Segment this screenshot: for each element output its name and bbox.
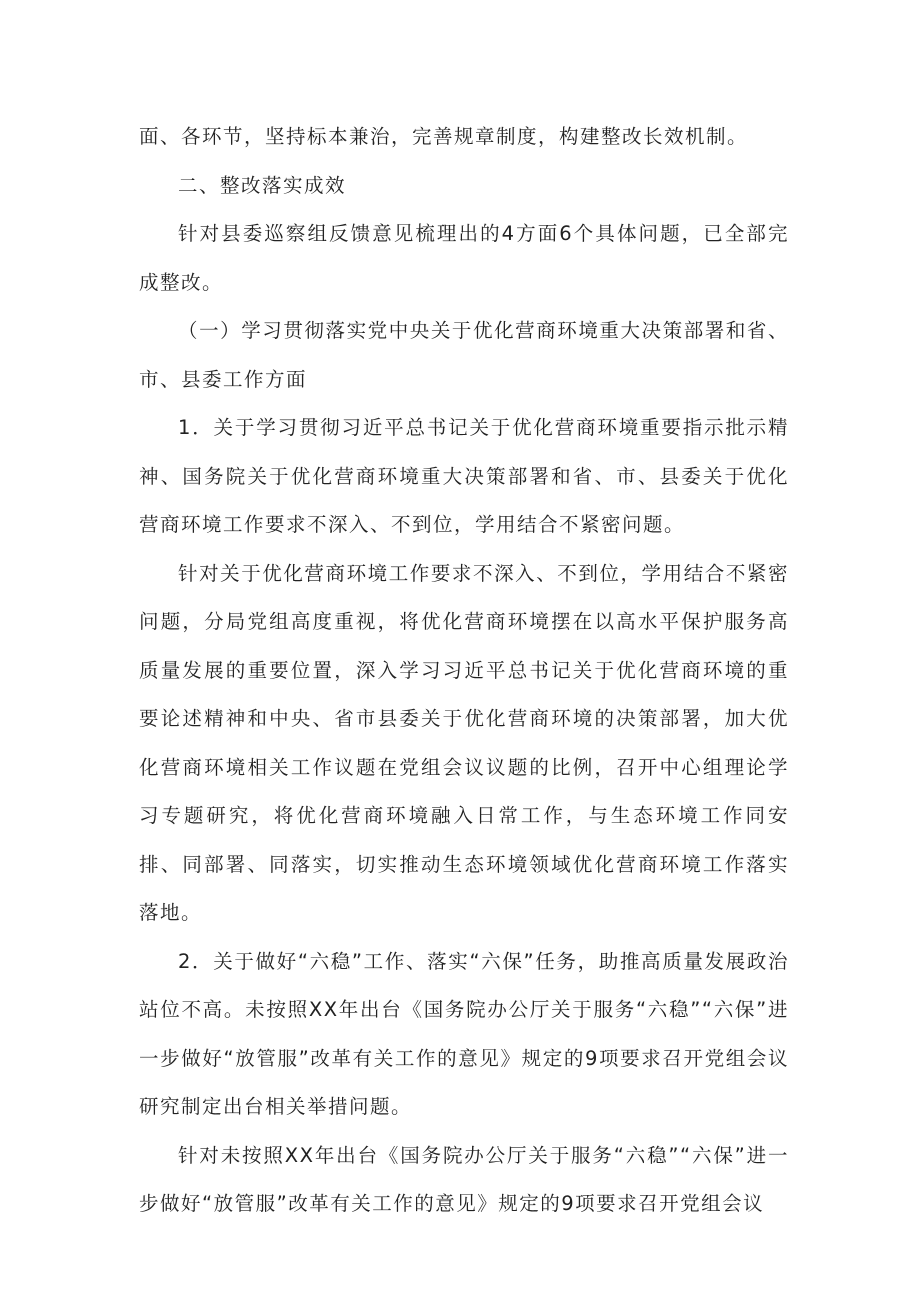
paragraph-continuation: 面、各环节，坚持标本兼治，完善规章制度，构建整改长效机制。 bbox=[139, 125, 749, 148]
subsection-heading: （一）学习贯彻落实党中央关于优化营商环境重大决策部署和省、市、县委工作方面 bbox=[139, 319, 789, 391]
paragraph: 针对县委巡察组反馈意见梳理出的4方面6个具体问题，已全部完成整改。 bbox=[139, 222, 789, 294]
numbered-item: 2．关于做好“六稳”工作、落实“六保”任务，助推高质量发展政治站位不高。未按照XX年出台《国务院办公厅关于服务“六稳”“六保”进一步做好“放管服”改革有关工作的意见》规定的9项要求召开党组会议研究制定出台相关举措问题。 bbox=[139, 949, 789, 1118]
document-body bbox=[139, 113, 789, 1229]
paragraph: 针对关于优化营商环境工作要求不深入、不到位，学用结合不紧密问题，分局党组高度重视，将优化营商环境摆在以高水平保护服务高质量发展的重要位置，深入学习习近平总书记关于优化营商环境的重要论述精神和中央、省市县委关于优化营商环境的决策部署，加大优化营商环境相关工作议题在党组会议议题的比例，召开中心组理论学习专题研究，将优化营商环境融入日常工作，与生态环境工作同安排、同部署、同落实，切实推动生态环境领域优化营商环境工作落实落地。 bbox=[139, 561, 789, 924]
paragraph: 针对未按照XX年出台《国务院办公厅关于服务“六稳”“六保”进一步做好“放管服”改革有关工作的意见》规定的9项要求召开党组会议 bbox=[139, 1143, 789, 1215]
section-heading: 二、整改落实成效 bbox=[178, 173, 347, 197]
numbered-item: 1．关于学习贯彻习近平总书记关于优化营商环境重要指示批示精神、国务院关于优化营商环境重大决策部署和省、市、县委关于优化营商环境工作要求不深入、不到位，学用结合不紧密问题。 bbox=[139, 416, 789, 536]
